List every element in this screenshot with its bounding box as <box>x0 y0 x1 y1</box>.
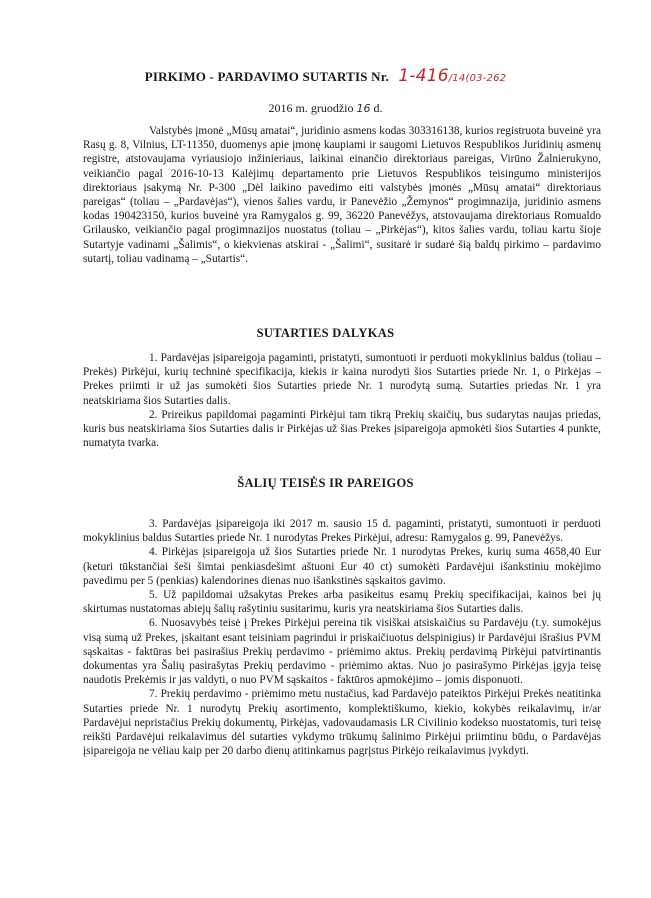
contract-number-suffix-handwritten: /14(03-262 <box>448 73 507 84</box>
clause-2: 2. Prireikus papildomai pagaminti Pirkėjui tam tikrą Prekių skaičių, bus sudarytas naujas priedas, kuris bus neatskiriama šios Sutarties dalis ir Pirkėjas už šias Prekes įsipareigoja apmokėti šios Sutarties 4 punkte, numatyta tvarka. <box>83 408 601 450</box>
clause-7: 7. Prekių perdavimo - priėmimo metu nustačius, kad Pardavėjo pateiktos Pirkėjui Prekės neatitinka Sutarties priede Nr. 1 nurodytų Prekių asortimento, komplektiškumo, kiekio, kokybės reikalavimų, ir/ar Pardavėjui nepristačius Prekių dokumentų, Pirkėjas, vadovaudamasis LR Civilinio kodekso nuostatomis, turi teisę reikšti Pardavėjui reikalavimus dėl sutarties vykdymo trūkumų šalinimo Pirkėjui priimtinu būdu, o Pardavėjas įsipareigoja ne vėliau kaip per 20 darbo dienų atitinkamus pagrįstus Pirkėjo reikalavimus įvykdyti. <box>83 688 601 758</box>
clause-6: 6. Nuosavybės teisė į Prekes Pirkėjui pereina tik visiškai atsiskaičius su Pardavėju (t.y. sumokėjus visą sumą už Prekes, įskaitant esant teisiniam pagrindui ir priskaičiuotus delspinigius) ir Pardavėjui išrašius PVM sąskaitas - faktūras bei pasirašius Prekių perdavimo - priėmimo aktus. Prekių perdavimą Pirkėjui patvirtinantis dokumentas yra Šalių pasirašytas Prekių perdavimo - priėmimo aktas. Nuo jo pasirašymo Pirkėjas įgyja teisę naudotis Prekėmis ir jas valdyti, o nuo PVM sąskaitos - faktūros apmokėjimo – jomis disponuoti. <box>83 617 601 687</box>
document-title: PIRKIMO - PARDAVIMO SUTARTIS Nr. <box>144 69 389 84</box>
intro-block <box>83 124 601 266</box>
document-date <box>0 101 651 116</box>
intro-paragraph: Valstybės įmonė „Mūsų amatai“, juridinio asmens kodas 303316138, kurios registruota buveinė yra Rasų g. 8, Vilnius, LT-11350, duomenys apie įmonę kaupiami ir saugomi Lietuvos Respublikos Juridinių asmenų registre, atstovaujama vyriausiojo inžinieriaus, laikinai einančio direktoriaus pareigas, Virūno Žalnierukyno, veikiančio pagal 2016-10-13 Kalėjimų departamento prie Lietuvos Respublikos teisingumo ministerijos direktoriaus įsakymą Nr. P-300 „Dėl laikino pavedimo eiti valstybės įmonės „Mūsų amatai“ direktoriaus pareigas“ (toliau – „Pardavėjas“), vienos šalies vardu, ir Panevėžio „Žemynos“ progimnazija, juridinio asmens kodas 190423150, kurios buveinė yra Ramygalos g. 99, 36220 Panevėžys, atstovaujama direktoriaus Romualdo Grilausko, veikiančio pagal progimnazijos nuostatus (toliau – „Pirkėjas“), kitos šalies vardu, toliau kartu šioje Sutartyje vadinami „Šalimis“, o kiekvienas atskirai - „Šalimi“, susitarė ir sudarė šią baldų pirkimo – pardavimo sutartį, toliau vadinamą – „Sutartis“. <box>83 125 601 265</box>
date-suffix: d. <box>373 101 383 115</box>
date-day-handwritten: 16 <box>356 102 371 115</box>
document-title-row <box>0 66 651 86</box>
section-heading-rights: ŠALIŲ TEISĖS IR PAREIGOS <box>237 476 414 490</box>
section-heading-subject: SUTARTIES DALYKAS <box>256 326 395 340</box>
date-prefix: 2016 m. gruodžio <box>268 101 354 115</box>
clause-5: 5. Už papildomai užsakytas Prekes arba pasikeitus esamų Prekių specifikacijai, kainos bei jų skirtumas nustatomas abiejų šalių rašytiniu susitarimu, kuris yra neatskiriama šios Sutarties dalis. <box>83 589 601 616</box>
section-rights-block <box>83 517 601 758</box>
clause-1: 1. Pardavėjas įsipareigoja pagaminti, pristatyti, sumontuoti ir perduoti mokyklinius baldus (toliau – Prekės) Pirkėjui, kurių techninė specifikacija, kiekis ir kaina nurodyti šios Sutarties priede Nr. 1, o Pirkėjas – Prekes priimti ir už jas sumokėti šios Sutarties priede Nr. 1 nurodytą sumą. Sutarties priedas Nr. 1 yra neatskiriama šios Sutarties dalis. <box>83 352 601 407</box>
clause-4: 4. Pirkėjas įsipareigoja už šios Sutarties priede Nr. 1 nurodytas Prekes, kurių suma 4658,40 Eur (keturi tūkstančiai šeši šimtai penkiasdešimt aštuoni Eur 40 ct) sumokėti Pardavėjui išankstiniu mokėjimo pavedimu per 5 (penkias) kalendorines dienas nuo išankstinės sąskaitos gavimo. <box>83 546 601 587</box>
contract-number-handwritten: 1-416 <box>398 66 449 86</box>
section-subject-block <box>83 351 601 450</box>
clause-3: 3. Pardavėjas įsipareigoja iki 2017 m. sausio 15 d. pagaminti, pristatyti, sumontuoti ir perduoti mokyklinius baldus Sutarties priede Nr. 1 nurodytas Prekes Pirkėjui, adresu: Ramygalos g. 99, Panevėžys. <box>83 518 601 545</box>
